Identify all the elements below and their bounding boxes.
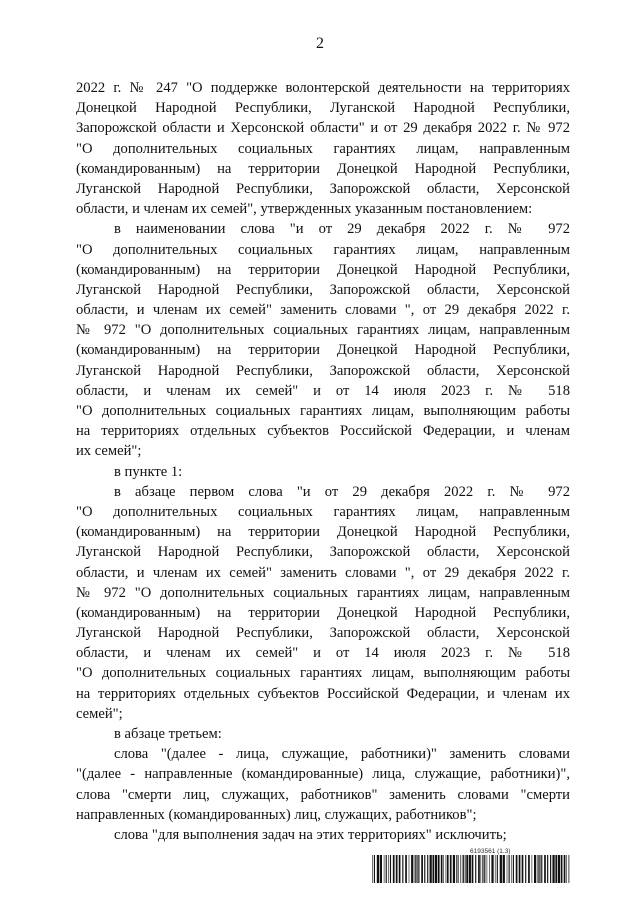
barcode-bar bbox=[384, 855, 385, 883]
barcode-bar bbox=[566, 855, 567, 883]
text-line: Луганской Народной Республики, Запорожской области, Херсонской bbox=[76, 362, 570, 379]
barcode-bar bbox=[532, 855, 533, 883]
text-line: Луганской Народной Республики, Запорожской области, Херсонской bbox=[76, 281, 570, 298]
text-line: (командированным) на территории Донецкой Народной Республики, bbox=[76, 524, 570, 541]
barcode-bar bbox=[569, 855, 570, 883]
barcode-bar bbox=[460, 855, 461, 883]
barcode-bar bbox=[453, 855, 455, 883]
text-line: области, и членам их семей" и от 14 июля 2023 г. № 518 bbox=[76, 645, 570, 662]
text-line: на территориях отдельных субъектов Российской Федерации, и членам bbox=[76, 423, 570, 440]
barcode-bar bbox=[513, 855, 514, 883]
text-line: Луганской Народной Республики, Запорожской области, Херсонской bbox=[76, 544, 570, 561]
barcode-image bbox=[372, 855, 570, 883]
barcode-bar bbox=[435, 855, 437, 883]
barcode-bar bbox=[438, 855, 440, 883]
barcode-bar bbox=[516, 855, 518, 883]
barcode-bar bbox=[487, 855, 488, 883]
barcode-bar bbox=[481, 855, 482, 883]
text-line: 2022 г. № 247 "О поддержке волонтерской деятельности на территориях bbox=[76, 80, 570, 96]
barcode-bar bbox=[558, 855, 560, 883]
text-line: № 972 "О дополнительных социальных гарантиях лицам, направленным bbox=[76, 584, 570, 601]
barcode-bar bbox=[482, 855, 483, 883]
text-line: Луганской Народной Республики, Запорожской области, Херсонской bbox=[76, 180, 570, 197]
text-line: области, и членам их семей" заменить словами ", от 29 декабря 2022 г. bbox=[76, 564, 570, 581]
barcode-bar bbox=[409, 855, 410, 883]
barcode-bar bbox=[415, 855, 416, 883]
page-number: 2 bbox=[316, 35, 324, 52]
text-line: (командированным) на территории Донецкой Народной Республики, bbox=[76, 342, 570, 359]
barcode-bar bbox=[456, 855, 457, 883]
barcode-bar bbox=[465, 855, 466, 883]
text-line: их семей"; bbox=[76, 443, 142, 460]
barcode-bar bbox=[544, 855, 546, 883]
text-line: области, и членам их семей" и от 14 июля 2023 г. № 518 bbox=[76, 382, 570, 399]
text-line: Запорожской области и Херсонской области" и от 29 декабря 2022 г. № 972 bbox=[76, 120, 570, 137]
barcode-bar bbox=[472, 855, 474, 883]
barcode-bar bbox=[416, 855, 417, 883]
text-line: Луганской Народной Республики, Запорожской области, Херсонской bbox=[76, 625, 570, 642]
text-line: области, и членам их семей" заменить словами ", от 29 декабря 2022 г. bbox=[76, 302, 570, 319]
barcode-bar bbox=[386, 855, 387, 883]
barcode-bar bbox=[396, 855, 398, 883]
barcode-number: 6193561 (1.3) bbox=[470, 848, 511, 855]
barcode-bar bbox=[538, 855, 539, 883]
text-line: "О дополнительных социальных гарантиях лицам, выполняющим работы bbox=[76, 403, 570, 419]
barcode-bar bbox=[390, 855, 391, 883]
barcode-bar bbox=[430, 855, 432, 883]
barcode-bar bbox=[511, 855, 512, 883]
barcode-bar bbox=[374, 855, 375, 883]
text-line: "О дополнительных социальных гарантиях лицам, направленным bbox=[76, 241, 570, 258]
text-line: "О дополнительных социальных гарантиях лицам, выполняющим работы bbox=[76, 665, 570, 682]
barcode-bar bbox=[427, 855, 428, 883]
text-line: слова "(далее - лица, служащие, работники)" заменить словами bbox=[114, 746, 570, 763]
barcode-bar bbox=[495, 855, 496, 883]
barcode-bar bbox=[509, 855, 510, 883]
barcode-bar bbox=[478, 855, 480, 883]
barcode-bar bbox=[399, 855, 401, 883]
text-line: слова "для выполнения задач на этих территориях" исключить; bbox=[114, 826, 507, 843]
barcode-bar bbox=[503, 855, 505, 883]
text-line: в абзаце третьем: bbox=[114, 726, 222, 742]
barcode-bar bbox=[528, 855, 530, 883]
barcode-bar bbox=[377, 855, 379, 883]
barcode-bar bbox=[443, 855, 444, 883]
barcode-bar bbox=[555, 855, 557, 883]
text-line: слова "смерти лиц, служащих, работников" заменить словами "смерти bbox=[76, 786, 570, 803]
barcode-bar bbox=[519, 855, 521, 883]
barcode-bar bbox=[497, 855, 498, 883]
text-line: (командированным) на территории Донецкой Народной Республики, bbox=[76, 604, 570, 621]
barcode-bar bbox=[561, 855, 563, 883]
barcode-bar bbox=[424, 855, 425, 883]
barcode-bar bbox=[433, 855, 435, 883]
barcode-bar bbox=[411, 855, 413, 883]
barcode-bar bbox=[393, 855, 395, 883]
barcode-bar bbox=[539, 855, 540, 883]
barcode-bar bbox=[405, 855, 407, 883]
text-line: Донецкой Народной Республики, Луганской Народной Республики, bbox=[76, 100, 570, 117]
barcode-bar bbox=[441, 855, 443, 883]
barcode-bar bbox=[522, 855, 524, 883]
text-line: "О дополнительных социальных гарантиях лицам, направленным bbox=[76, 503, 570, 520]
text-line: № 972 "О дополнительных социальных гарантиях лицам, направленным bbox=[76, 322, 570, 339]
barcode-bar bbox=[458, 855, 459, 883]
text-line: в наименовании слова "и от 29 декабря 2022 г. № 972 bbox=[114, 221, 570, 238]
barcode-bar bbox=[418, 855, 419, 883]
barcode-bar bbox=[466, 855, 468, 883]
barcode-bar bbox=[380, 855, 382, 883]
barcode-bar bbox=[475, 855, 476, 883]
barcode-bar bbox=[541, 855, 542, 883]
barcode-bar bbox=[525, 855, 526, 883]
barcode-bar bbox=[446, 855, 447, 883]
barcode-bar bbox=[388, 855, 389, 883]
barcode-bar bbox=[547, 855, 548, 883]
text-line: в пункте 1: bbox=[114, 463, 183, 480]
text-line: семей"; bbox=[76, 705, 123, 722]
barcode-bar bbox=[402, 855, 403, 883]
barcode-bar bbox=[372, 855, 373, 883]
barcode-bar bbox=[500, 855, 502, 883]
barcode-bar bbox=[484, 855, 485, 883]
barcode-bar bbox=[463, 855, 464, 883]
barcode-bar bbox=[507, 855, 508, 883]
barcode-bar bbox=[552, 855, 554, 883]
barcode-bar bbox=[534, 855, 536, 883]
barcode-bar bbox=[450, 855, 452, 883]
barcode-bar bbox=[469, 855, 471, 883]
text-line: (командированным) на территории Донецкой Народной Республики, bbox=[76, 261, 570, 278]
barcode-bar bbox=[489, 855, 490, 883]
barcode-bar bbox=[421, 855, 423, 883]
text-line: "О дополнительных социальных гарантиях лицам, направленным bbox=[76, 140, 570, 157]
barcode-bar bbox=[550, 855, 551, 883]
document-body bbox=[76, 78, 570, 845]
text-line: на территориях отдельных субъектов Российской Федерации, и членам их bbox=[76, 685, 570, 702]
barcode-bar bbox=[447, 855, 449, 883]
text-line: области, и членам их семей", утвержденных указанным постановлением: bbox=[76, 201, 533, 218]
text-line: в абзаце первом слова "и от 29 декабря 2022 г. № 972 bbox=[114, 483, 570, 500]
text-line: "(далее - направленные (командированные) лица, служащие, работники)", bbox=[76, 766, 570, 783]
barcode-bar bbox=[462, 855, 463, 883]
text-line: (командированным) на территории Донецкой Народной Республики, bbox=[76, 160, 570, 177]
barcode-bar bbox=[491, 855, 493, 883]
text-line: направленных (командированных) лиц, служащих, работников"; bbox=[76, 806, 477, 823]
barcode-bar bbox=[564, 855, 566, 883]
